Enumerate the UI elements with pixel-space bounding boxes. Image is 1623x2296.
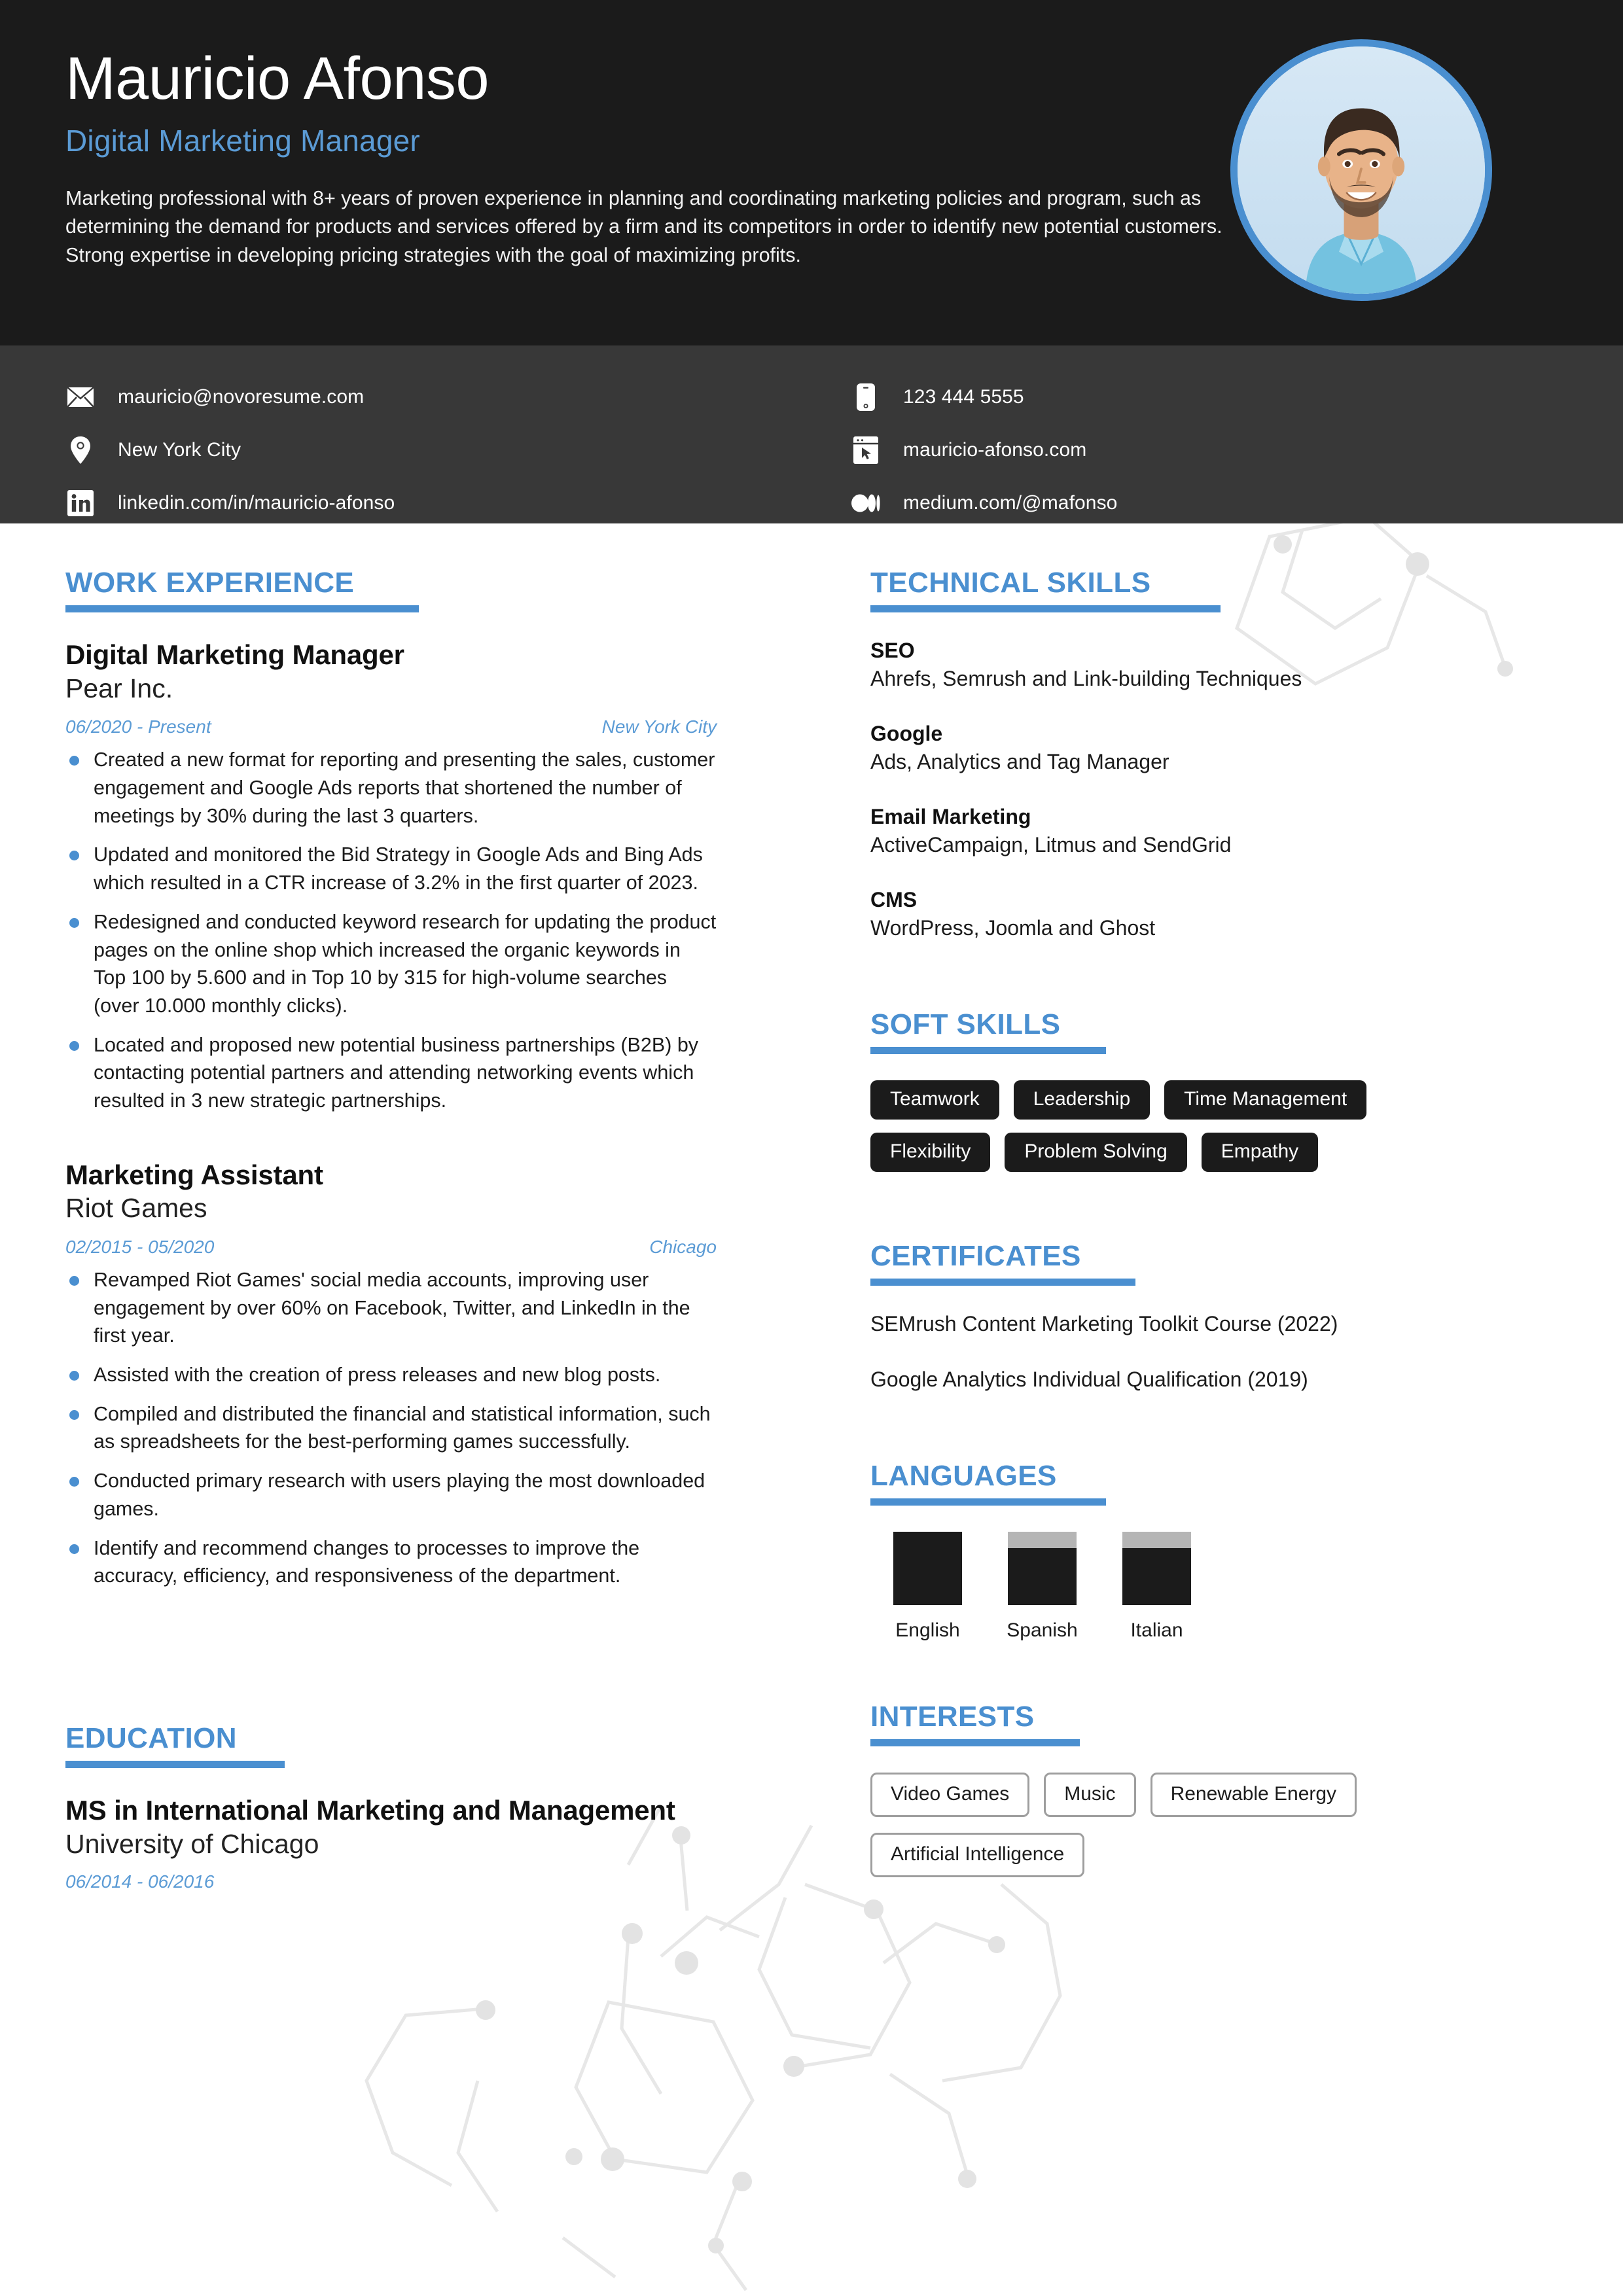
section-rule [870,1739,1080,1746]
section-title-languages: LANGUAGES [870,1460,1057,1492]
contact-bar [0,345,1623,523]
avatar [1230,39,1492,301]
job-bullet: Assisted with the creation of press releases and new blog posts. [65,1361,717,1389]
contact-item-medium[interactable] [851,476,1505,529]
contact-linkedin-text: linkedin.com/in/mauricio-afonso [118,491,395,514]
job-bullet: Redesigned and conducted keyword research for updating the product pages on the online shop which increased the organic keywords in Top 100 by 5.600 and in Top 10 by 315 for high-volume searches (over 10.000 monthly clicks). [65,908,717,1020]
section-education [65,1722,717,1893]
job-company: Riot Games [65,1193,207,1224]
section-rule [65,605,419,612]
resume-header [0,0,1623,345]
job-bullet: Compiled and distributed the financial and statistical information, such as spreadsheets for the best-performing games successfully. [65,1400,717,1456]
soft-skill-pill[interactable]: Empathy [1202,1133,1318,1172]
section-title-education: EDUCATION [65,1722,237,1754]
certificate-item: Google Analytics Individual Qualification (2019) [870,1368,1308,1391]
section-title-technical-skills: TECHNICAL SKILLS [870,567,1151,599]
interest-tag-list [870,1773,1495,1877]
language-level-bar [1008,1532,1077,1605]
avatar-wrapper [1230,39,1492,301]
job-dates: 02/2015 - 05/2020 [65,1237,215,1257]
section-technical-skills [870,567,1495,940]
language-list [870,1532,1495,1642]
job-bullets [65,1266,717,1590]
job-location: New York City [601,716,717,737]
soft-skill-pill[interactable]: Leadership [1014,1080,1150,1120]
job-bullet: Located and proposed new potential business partnerships (B2B) by contacting potential partners and attending networking events which resulted in 3 new strategic partnerships. [65,1031,717,1115]
skill-description: WordPress, Joomla and Ghost [870,916,1156,940]
language-name: Spanish [1007,1619,1078,1641]
skill-item [870,639,1495,691]
job-bullet: Conducted primary research with users playing the most downloaded games. [65,1467,717,1523]
soft-skill-pill[interactable]: Time Management [1164,1080,1366,1120]
interest-tag[interactable]: Artificial Intelligence [870,1833,1084,1877]
medium-icon [851,488,881,518]
contact-website-text: mauricio-afonso.com [903,438,1087,461]
header-summary: Marketing professional with 8+ years of proven experience in planning and coordinating marketing policies and program, such as determining the demand for products and services offered by a firm and its competitors in order to identify new potential customers. Strong expertise in developing pricing strategies with the goal of maximizing profits. [65,187,1222,266]
map-pin-icon [65,435,96,465]
header-job-title: Digital Marketing Manager [65,124,420,158]
phone-icon [851,382,881,412]
job-bullets [65,746,717,1114]
avatar-portrait-icon [1238,46,1485,294]
spacer [65,1126,717,1159]
job-bullet: Identify and recommend changes to processes to improve the accuracy, efficiency, and responsiveness of the department. [65,1534,717,1590]
contact-column-right [851,370,1505,523]
job-entry [65,1159,717,1590]
language-level-fill [1008,1548,1077,1605]
browser-window-icon [851,435,881,465]
language-level-bar [1122,1532,1191,1605]
skill-name: CMS [870,888,918,911]
section-interests [870,1701,1495,1877]
language-level-fill [893,1532,962,1605]
skill-name: SEO [870,639,915,662]
contact-item-linkedin[interactable] [65,476,851,529]
section-rule [870,1498,1106,1506]
education-school: University of Chicago [65,1829,319,1860]
education-entry [65,1794,717,1893]
job-entry [65,639,717,1115]
interest-tag[interactable]: Renewable Energy [1150,1773,1357,1817]
section-certificates [870,1240,1495,1392]
language-name: Italian [1130,1619,1183,1641]
soft-skill-pill-list [870,1080,1495,1172]
contact-phone-text: 123 444 5555 [903,385,1024,408]
job-dates: 06/2020 - Present [65,716,211,737]
soft-skill-pill[interactable]: Flexibility [870,1133,990,1172]
language-level-fill [1122,1548,1191,1605]
contact-item-phone[interactable] [851,370,1505,423]
skill-name: Email Marketing [870,805,1031,828]
contact-location-text: New York City [118,438,241,461]
header-text-block [65,41,1230,345]
education-degree: MS in International Marketing and Management [65,1794,675,1826]
section-rule [65,1761,285,1768]
interest-tag[interactable]: Video Games [870,1773,1029,1817]
section-languages [870,1460,1495,1642]
section-title-work-experience: WORK EXPERIENCE [65,567,355,599]
section-title-soft-skills: SOFT SKILLS [870,1008,1061,1040]
job-bullet: Revamped Riot Games' social media accounts, improving user engagement by over 60% on Facebook, Twitter, and LinkedIn in the first year. [65,1266,717,1350]
soft-skill-pill[interactable]: Teamwork [870,1080,999,1120]
section-rule [870,1279,1135,1286]
section-rule [870,1047,1106,1054]
job-meta [65,1237,717,1258]
certificate-item: SEMrush Content Marketing Toolkit Course (2022) [870,1312,1338,1335]
spacer [65,1601,717,1722]
section-soft-skills [870,1008,1495,1172]
section-work-experience [65,567,717,1590]
contact-email-text: mauricio@novoresume.com [118,385,365,408]
skill-description: Ads, Analytics and Tag Manager [870,750,1169,773]
job-role: Marketing Assistant [65,1159,323,1190]
skill-item [870,722,1495,774]
section-rule [870,605,1221,612]
language-item [1099,1532,1214,1642]
page-title: Mauricio Afonso [65,45,490,112]
linkedin-icon [65,488,96,518]
contact-item-location[interactable] [65,423,851,476]
skill-description: ActiveCampaign, Litmus and SendGrid [870,833,1232,857]
interest-tag[interactable]: Music [1044,1773,1135,1817]
education-dates: 06/2014 - 06/2016 [65,1871,215,1892]
resume-body [0,523,1623,1892]
skill-description: Ahrefs, Semrush and Link-building Techniques [870,667,1302,690]
skill-item [870,805,1495,857]
job-company: Pear Inc. [65,673,173,703]
section-title-certificates: CERTIFICATES [870,1240,1081,1272]
job-location: Chicago [649,1237,717,1257]
language-level-bar [893,1532,962,1605]
job-role: Digital Marketing Manager [65,639,404,670]
job-bullet: Updated and monitored the Bid Strategy in Google Ads and Bing Ads which resulted in a CTR increase of 3.2% in the first quarter of 2023. [65,841,717,896]
contact-medium-text: medium.com/@mafonso [903,491,1118,514]
section-title-interests: INTERESTS [870,1701,1035,1733]
language-name: English [895,1619,960,1641]
left-column [65,567,756,1892]
contact-column-left [65,370,851,523]
language-item [985,1532,1099,1642]
job-meta [65,716,717,737]
skill-item [870,888,1495,940]
envelope-icon [65,382,96,412]
skill-name: Google [870,722,943,745]
soft-skill-pill[interactable]: Problem Solving [1005,1133,1186,1172]
contact-item-website[interactable] [851,423,1505,476]
contact-item-email[interactable] [65,370,851,423]
language-item [870,1532,985,1642]
right-column [756,567,1495,1892]
job-bullet: Created a new format for reporting and presenting the sales, customer engagement and Google Ads reports that shortened the number of meetings by 30% during the last 3 quarters. [65,746,717,830]
